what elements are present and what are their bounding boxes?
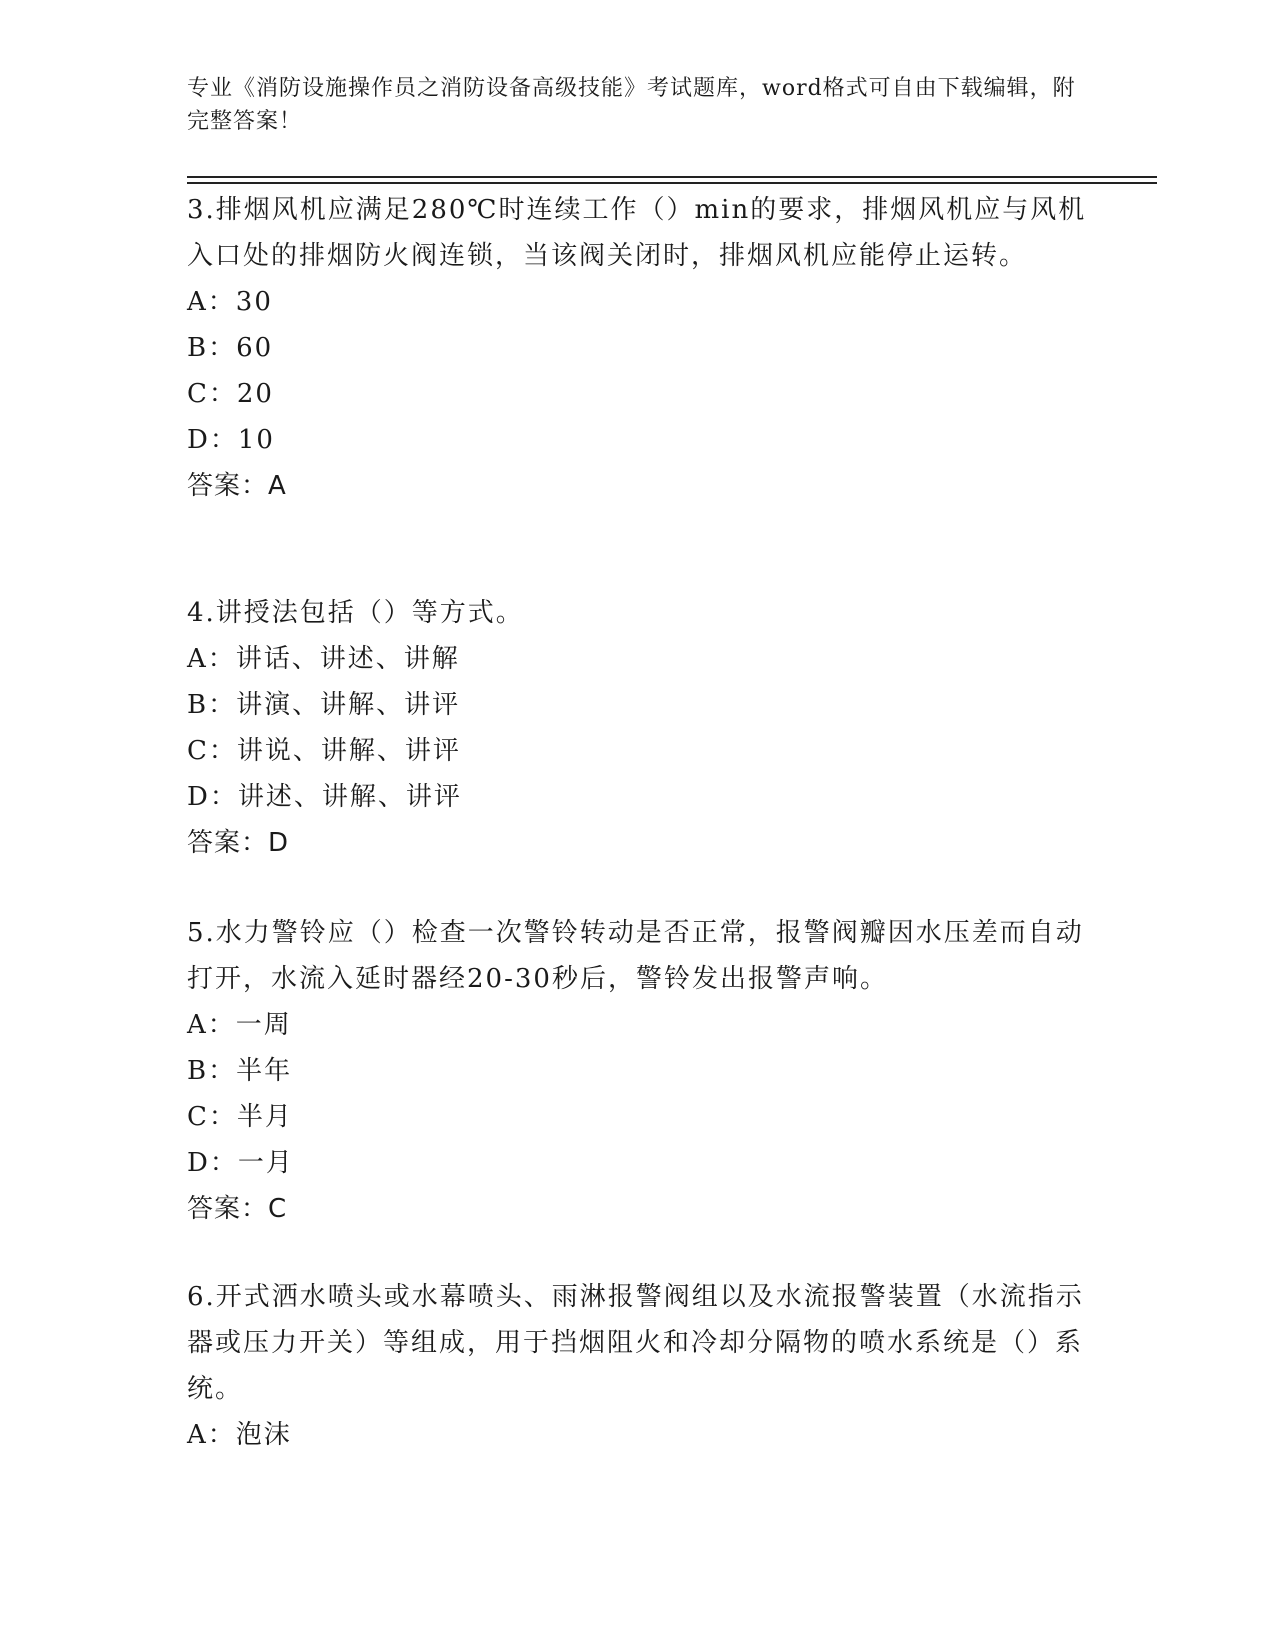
header-divider-top (187, 176, 1157, 178)
option-c: C：讲说、讲解、讲评 (187, 736, 461, 766)
option-d: D：10 (187, 425, 275, 455)
answer-label: 答案：C (187, 1194, 288, 1224)
question-stem: 6.开式洒水喷头或水幕喷头、雨淋报警阀组以及水流报警装置（水流指示器或压力开关）等组成，用于挡烟阻火和冷却分隔物的喷水系统是（）系统。 (187, 1282, 1084, 1404)
question-stem: 5.水力警铃应（）检查一次警铃转动是否正常，报警阀瓣因水压差而自动打开，水流入延时器经20-30秒后，警铃发出报警声响。 (187, 918, 1084, 994)
question-3 (187, 187, 1087, 509)
header-divider-bottom (187, 182, 1157, 184)
option-a: A：30 (187, 287, 273, 317)
answer-label: 答案：D (187, 828, 290, 858)
option-a: A：一周 (187, 1010, 292, 1040)
option-b: B：讲演、讲解、讲评 (187, 690, 461, 720)
option-d: D：一月 (187, 1148, 294, 1178)
question-stem: 4.讲授法包括（）等方式。 (187, 598, 524, 628)
answer-label: 答案：A (187, 471, 287, 501)
question-6 (187, 1274, 1087, 1458)
option-c: C：半月 (187, 1102, 293, 1132)
question-5 (187, 910, 1087, 1232)
question-4 (187, 590, 1087, 866)
option-b: B：半年 (187, 1056, 293, 1086)
question-stem: 3.排烟风机应满足280℃时连续工作（）min的要求，排烟风机应与风机入口处的排烟防火阀连锁，当该阀关闭时，排烟风机应能停止运转。 (187, 195, 1087, 271)
option-a: A：泡沫 (187, 1420, 292, 1450)
option-b: B：60 (187, 333, 274, 363)
document-header: 专业《消防设施操作员之消防设备高级技能》考试题库，word格式可自由下载编辑，附完整答案！ (187, 76, 1076, 134)
option-a: A：讲话、讲述、讲解 (187, 644, 460, 674)
option-d: D：讲述、讲解、讲评 (187, 782, 462, 812)
option-c: C：20 (187, 379, 274, 409)
